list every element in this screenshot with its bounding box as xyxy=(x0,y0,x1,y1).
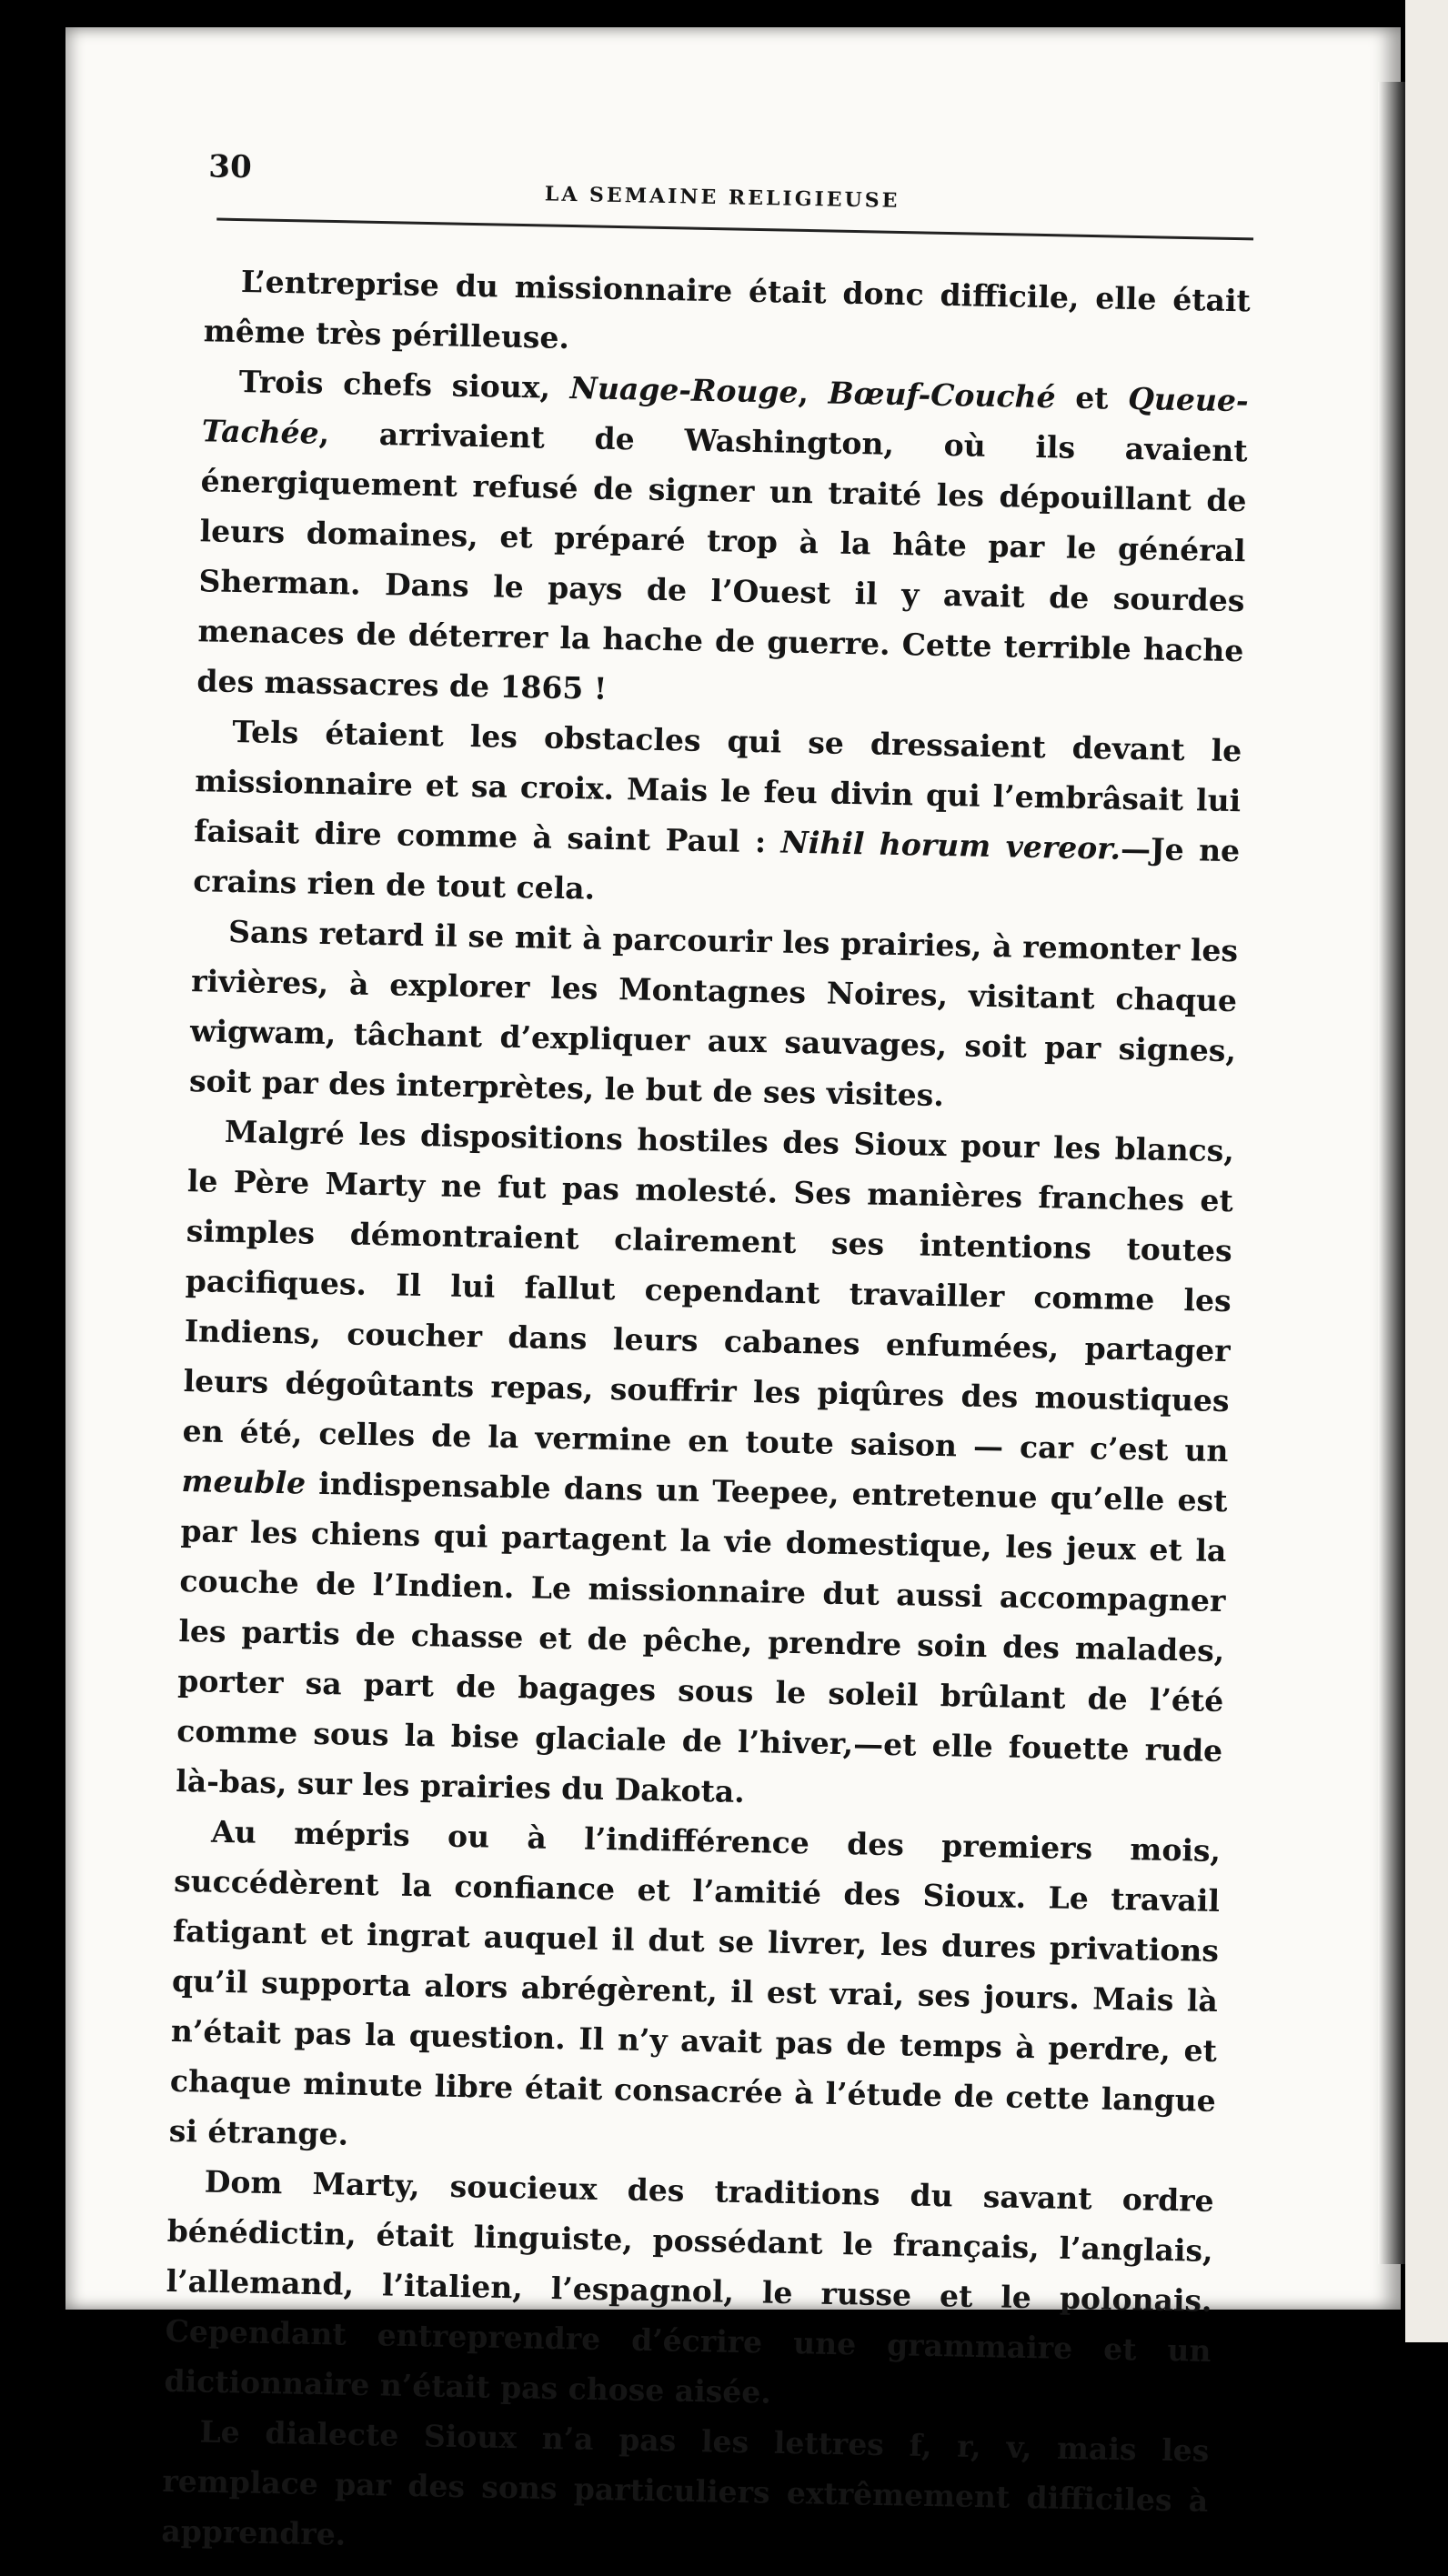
paragraph-3-text: Tels étaient les obstacles qui se dressaient devant le missionnaire et sa croix. Mais le feu divin qui l’embrâsait lui faisait dire comme à saint Paul : xyxy=(193,713,1242,860)
page-number: 30 xyxy=(207,148,253,186)
paragraph-5 xyxy=(176,1106,1235,1826)
paragraph-7 xyxy=(164,2156,1214,2426)
paragraph-2-text: , arrivaient de Washington, où ils avaient énergiquement refusé de signer un traité les dépouillant de leurs domaines, et préparé trop à la hâte par le général Sherman. Dans le pays de l’Ouest il y avait de sourdes menaces de déterrer la hache de guerre. Cette terrible hache des massacres de 1865 ! xyxy=(196,415,1248,707)
paragraph-2-text: , xyxy=(798,374,830,411)
paragraph-4 xyxy=(189,906,1239,1126)
paragraph-2-text: et xyxy=(1055,379,1129,416)
paragraph-6 xyxy=(168,1806,1221,2176)
chief-name-queue-tachee: Queue-Tachée xyxy=(201,380,1250,451)
paragraph-5-text: Malgré les dispositions hostiles des Sioux pour les blancs, le Père Marty ne fut pas molesté. Ses manières franches et simples démontraient clairement ses intentions toutes pacifiques. Il lui fallut cependant travailler comme les Indiens, coucher dans leurs cabanes enfumées, partager leurs dégoûtants repas, souffrir les piqûres des moustiques en été, celles de la vermine en toute saison — car c’est un xyxy=(182,1113,1235,1469)
paragraph-2 xyxy=(196,356,1249,726)
chief-name-nuage-rouge: Nuage-Rouge xyxy=(569,370,799,410)
adjacent-page-edge xyxy=(1405,0,1448,2342)
paragraph-3-text: —Je ne crains rien de tout cela. xyxy=(192,830,1241,907)
page-gutter-shadow xyxy=(1378,82,1405,2264)
body-text xyxy=(161,256,1251,2576)
paragraph-8-text: Le dialecte Sioux n’a pas les lettres f, r, v, mais les remplace par des sons particuliers extrêmement difficiles à apprendre. xyxy=(161,2413,1210,2552)
paragraph-3 xyxy=(193,706,1242,926)
running-title: LA SEMAINE RELIGIEUSE xyxy=(544,182,900,213)
paragraph-8 xyxy=(161,2406,1210,2576)
paragraph-4-text: Sans retard il se mit à parcourir les prairies, à remonter les rivières, à explorer les Montagnes Noires, visitant chaque wigwam, tâchant d’expliquer aux sauvages, soit par signes, soit par des interprètes, le but de ses visites. xyxy=(188,913,1239,1114)
paragraph-1 xyxy=(203,256,1251,376)
chief-name-boeuf-couche: Bœuf-Couché xyxy=(828,375,1056,416)
paragraph-7-text: Dom Marty, soucieux des traditions du savant ordre bénédictin, était linguiste, possédant le français, l’anglais, l’allemand, l’italien, l’espagnol, le russe et le polonais. Cependant entreprendre d’écrire une grammaire et un dictionnaire n’était pas chose aisée. xyxy=(164,2163,1215,2411)
paragraph-1-text: L’entreprise du missionnaire était donc difficile, elle était même très périlleuse. xyxy=(203,264,1252,356)
paragraph-6-text: Au mépris ou à l’indifférence des premiers mois, succédèrent la confiance et l’amitié des Sioux. Le travail fatigant et ingrat auquel il dut se livrer, les dures privations qu’il supporta alors abrégèrent, il est vrai, ses jours. Mais là n’était pas la question. Il n’y avait pas de temps à perdre, et chaque minute libre était consacrée à l’étude de cette langue si étrange. xyxy=(168,1813,1222,2152)
latin-quote: Nihil horum vereor. xyxy=(780,824,1121,867)
emphasis-meuble: meuble xyxy=(181,1463,307,1501)
paragraph-2-text: Trois chefs sioux, xyxy=(238,364,571,406)
paragraph-5-text: indispensable dans un Teepee, entretenue qu’elle est par les chiens qui partagent la vie domestique, les jeux et la couche de l’Indien. Le missionnaire dut aussi accompagner les partis de chasse et de pêche, prendre soin des malades, porter sa part de bagages sous le soleil brûlant de l’été comme sous la bise glaciale de l’hiver,—et elle fouette rude là-bas, sur les prairies du Dakota. xyxy=(175,1465,1228,1809)
